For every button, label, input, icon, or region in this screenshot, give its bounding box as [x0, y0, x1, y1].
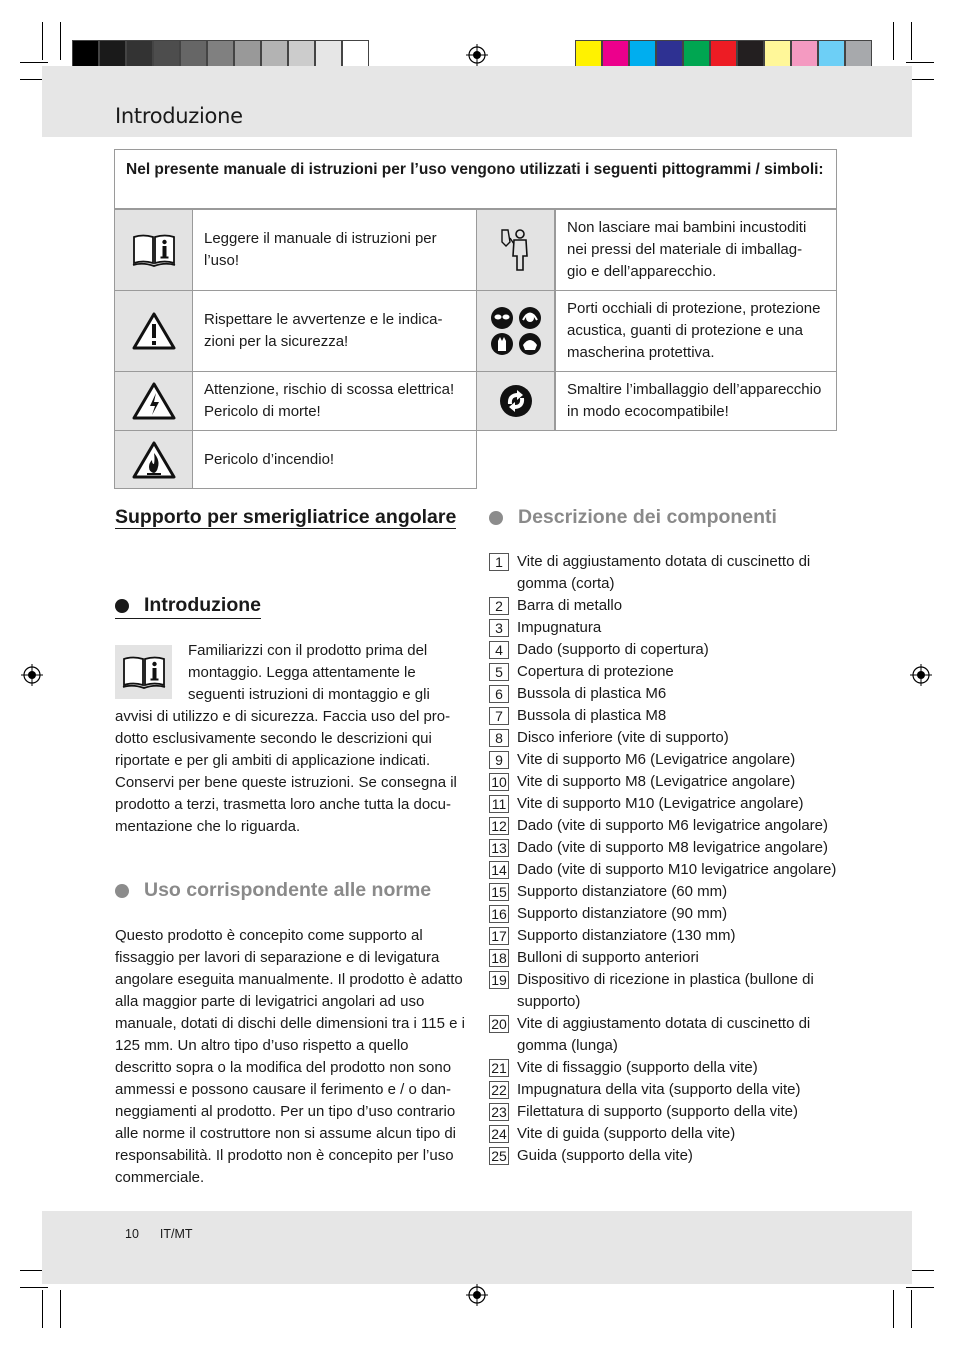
component-label: Impugnatura della vita (supporto della vite) — [517, 1081, 801, 1098]
component-number: 17 — [489, 927, 509, 945]
pictogram-description: Smaltire l’imballaggio dell’apparecchio in modo ecocompatibile! — [555, 371, 837, 431]
section-bullet-icon — [115, 599, 129, 613]
component-number: 11 — [489, 795, 509, 813]
child-warning-icon — [496, 226, 536, 274]
process-color-bar — [575, 40, 872, 69]
section-bullet-icon — [115, 884, 129, 898]
component-number: 8 — [489, 729, 509, 747]
color-swatch — [575, 40, 602, 67]
list-item — [489, 551, 849, 595]
color-swatch — [818, 40, 845, 67]
component-number: 7 — [489, 707, 509, 725]
component-label: Guida (supporto della vite) — [517, 1147, 693, 1164]
component-label: Copertura di protezione — [517, 663, 674, 680]
crop-mark — [60, 22, 61, 60]
component-number: 13 — [489, 839, 509, 857]
component-number: 22 — [489, 1081, 509, 1099]
crop-mark — [893, 22, 894, 60]
list-item — [489, 947, 849, 969]
color-swatch — [737, 40, 764, 67]
color-swatch — [845, 40, 872, 67]
crop-mark — [42, 22, 43, 60]
color-swatch — [656, 40, 683, 67]
list-item — [489, 617, 849, 639]
manual-info-icon — [131, 231, 177, 269]
section-bullet-icon — [489, 511, 503, 525]
registration-mark-icon — [910, 664, 932, 686]
list-item — [489, 705, 849, 727]
crop-mark — [42, 1290, 43, 1328]
pictogram-description: Leggere il manuale di istruzioni per l’uso! — [192, 209, 477, 291]
component-label: Vite di supporto M10 (Levigatrice angolare) — [517, 795, 804, 812]
list-item — [489, 1123, 849, 1145]
color-swatch — [602, 40, 629, 67]
list-item — [489, 969, 849, 1013]
pictogram-description: Non lasciare mai bambini incustoditi nei pressi del materiale di imballag- gio e dell’apparecchio. — [555, 209, 837, 291]
component-label: Vite di supporto M8 (Levigatrice angolare) — [517, 773, 796, 790]
list-item — [489, 925, 849, 947]
crop-mark — [911, 1290, 912, 1328]
color-swatch — [99, 40, 126, 67]
component-label: Vite di aggiustamento dotata di cuscinetto di gomma (lunga) — [517, 1015, 811, 1054]
component-number: 20 — [489, 1015, 509, 1033]
component-number: 15 — [489, 883, 509, 901]
component-label: Dispositivo di ricezione in plastica (bullone di supporto) — [517, 971, 814, 1010]
pictogram-icon-cell — [114, 371, 193, 431]
component-number: 18 — [489, 949, 509, 967]
list-item — [489, 793, 849, 815]
list-item — [489, 661, 849, 683]
list-item — [489, 727, 849, 749]
page-footer — [125, 1227, 193, 1241]
color-swatch — [315, 40, 342, 67]
component-number: 10 — [489, 773, 509, 791]
component-number: 14 — [489, 861, 509, 879]
color-swatch — [683, 40, 710, 67]
component-number: 21 — [489, 1059, 509, 1077]
component-number: 9 — [489, 751, 509, 769]
component-label: Bussola di plastica M8 — [517, 707, 667, 724]
pictogram-description: Rispettare le avvertenze e le indica- zioni per la sicurezza! — [192, 290, 477, 372]
color-swatch — [710, 40, 737, 67]
pictogram-icon-cell — [114, 430, 193, 489]
color-swatch — [126, 40, 153, 67]
protective-equipment-icon — [489, 305, 543, 357]
crop-mark — [20, 1287, 48, 1288]
component-label: Vite di fissaggio (supporto della vite) — [517, 1059, 758, 1076]
color-swatch — [261, 40, 288, 67]
component-label: Vite di supporto M6 (Levigatrice angolare) — [517, 751, 796, 768]
list-item — [489, 683, 849, 705]
component-label: Bussola di plastica M6 — [517, 685, 667, 702]
electric-shock-icon — [132, 381, 176, 421]
crop-mark — [60, 1290, 61, 1328]
component-label: Barra di metallo — [517, 597, 623, 614]
component-label: Vite di aggiustamento dotata di cuscinetto di gomma (corta) — [517, 553, 811, 592]
recycle-icon — [499, 384, 533, 418]
intro-paragraph: Familiarizzi con il prodotto prima del montaggio. Legga attentamente le seguenti istruzioni di montaggio e gli avvisi di utilizzo e di sicurezza. Faccia uso del pro- dotto esclusivamente secondo le descrizioni qui riportate e per gli ambiti di applicazione indicati. Conservi per bene queste istruzioni. Se consegna il prodotto a terzi, trasmetta loro anche tutta la docu- mentazione che lo riguarda. — [115, 642, 457, 835]
component-label: Disco inferiore (vite di supporto) — [517, 729, 729, 746]
component-label: Bulloni di supporto anteriori — [517, 949, 699, 966]
list-item — [489, 903, 849, 925]
components-heading: Descrizione dei componenti — [489, 506, 777, 529]
crop-mark — [20, 62, 48, 63]
warning-triangle-icon — [132, 311, 176, 351]
fire-hazard-icon — [132, 440, 176, 480]
pictogram-icon-cell — [476, 209, 555, 291]
color-swatch — [629, 40, 656, 67]
component-label: Vite di guida (supporto della vite) — [517, 1125, 736, 1142]
component-label: Filettatura di supporto (supporto della vite) — [517, 1103, 798, 1120]
registration-mark-icon — [466, 44, 488, 66]
component-number: 2 — [489, 597, 509, 615]
list-item — [489, 595, 849, 617]
pictogram-caption: Nel presente manuale di istruzioni per l’uso vengono utilizzati i seguenti pittogrammi / simboli: — [114, 149, 837, 209]
component-number: 3 — [489, 619, 509, 637]
page-number: 10 — [125, 1227, 139, 1241]
product-title: Supporto per smerigliatrice angolare — [115, 506, 457, 528]
list-item — [489, 1101, 849, 1123]
list-item — [489, 837, 849, 859]
registration-mark-icon — [466, 1284, 488, 1306]
component-number: 19 — [489, 971, 509, 989]
components-list — [489, 551, 849, 1167]
grayscale-color-bar — [72, 40, 369, 69]
list-item — [489, 1013, 849, 1057]
component-number: 12 — [489, 817, 509, 835]
component-label: Supporto distanziatore (130 mm) — [517, 927, 736, 944]
color-swatch — [234, 40, 261, 67]
component-label: Dado (vite di supporto M8 levigatrice angolare) — [517, 839, 828, 856]
component-label: Supporto distanziatore (90 mm) — [517, 905, 728, 922]
component-number: 1 — [489, 553, 509, 571]
pictogram-description: Porti occhiali di protezione, protezione acustica, guanti di protezione e una mascherina protettiva. — [555, 290, 837, 372]
color-swatch — [342, 40, 369, 67]
component-label: Dado (supporto di copertura) — [517, 641, 709, 658]
crop-mark — [906, 62, 934, 63]
pictogram-description: Attenzione, rischio di scossa elettrica! Pericolo di morte! — [192, 371, 477, 431]
component-number: 24 — [489, 1125, 509, 1143]
pictogram-description: Pericolo d’incendio! — [192, 430, 477, 489]
list-item — [489, 859, 849, 881]
color-swatch — [72, 40, 99, 67]
footer-band — [42, 1211, 912, 1284]
page-title: Introduzione — [115, 104, 243, 128]
crop-mark — [911, 22, 912, 60]
component-number: 6 — [489, 685, 509, 703]
registration-mark-icon — [21, 664, 43, 686]
color-swatch — [764, 40, 791, 67]
color-swatch — [180, 40, 207, 67]
list-item — [489, 815, 849, 837]
component-number: 25 — [489, 1147, 509, 1165]
intro-heading: Introduzione — [115, 594, 261, 619]
component-number: 16 — [489, 905, 509, 923]
list-item — [489, 1079, 849, 1101]
color-swatch — [288, 40, 315, 67]
crop-mark — [906, 1287, 934, 1288]
color-swatch — [791, 40, 818, 67]
component-number: 5 — [489, 663, 509, 681]
list-item — [489, 749, 849, 771]
use-paragraph: Questo prodotto è concepito come supporto al fissaggio per lavori di separazione e di levigatura angolare eseguita manualmente. Il prodotto è adatto alla maggior parte di levigatrici angolari ad uso manuale, dotati di dischi delle dimensioni tra i 115 e i 125 mm. Un altro tipo d’uso rispetto a quello descritto sopra o la modifica del prodotto non sono ammessi e possono causare il ferimento e / o dan- neggiamenti al prodotto. Per un tipo d’uso contrario alle norme il costruttore non si assume alcun tipo di responsabilità. Il prodotto non è concepito per l’uso commerciale. — [115, 927, 465, 1186]
component-number: 4 — [489, 641, 509, 659]
color-swatch — [153, 40, 180, 67]
locale-code: IT/MT — [159, 1227, 193, 1241]
component-label: Impugnatura — [517, 619, 602, 636]
list-item — [489, 771, 849, 793]
list-item — [489, 639, 849, 661]
pictogram-icon-cell — [476, 290, 555, 372]
list-item — [489, 1057, 849, 1079]
pictogram-table — [114, 149, 837, 209]
component-label: Dado (vite di supporto M6 levigatrice angolare) — [517, 817, 828, 834]
use-heading: Uso corrispondente alle norme — [115, 879, 431, 902]
crop-mark — [893, 1290, 894, 1328]
pictogram-icon-cell — [114, 209, 193, 291]
pictogram-icon-cell — [114, 290, 193, 372]
component-label: Supporto distanziatore (60 mm) — [517, 883, 728, 900]
pictogram-icon-cell — [476, 371, 555, 431]
color-swatch — [207, 40, 234, 67]
list-item — [489, 881, 849, 903]
component-number: 23 — [489, 1103, 509, 1121]
component-label: Dado (vite di supporto M10 levigatrice angolare) — [517, 861, 837, 878]
list-item — [489, 1145, 849, 1167]
